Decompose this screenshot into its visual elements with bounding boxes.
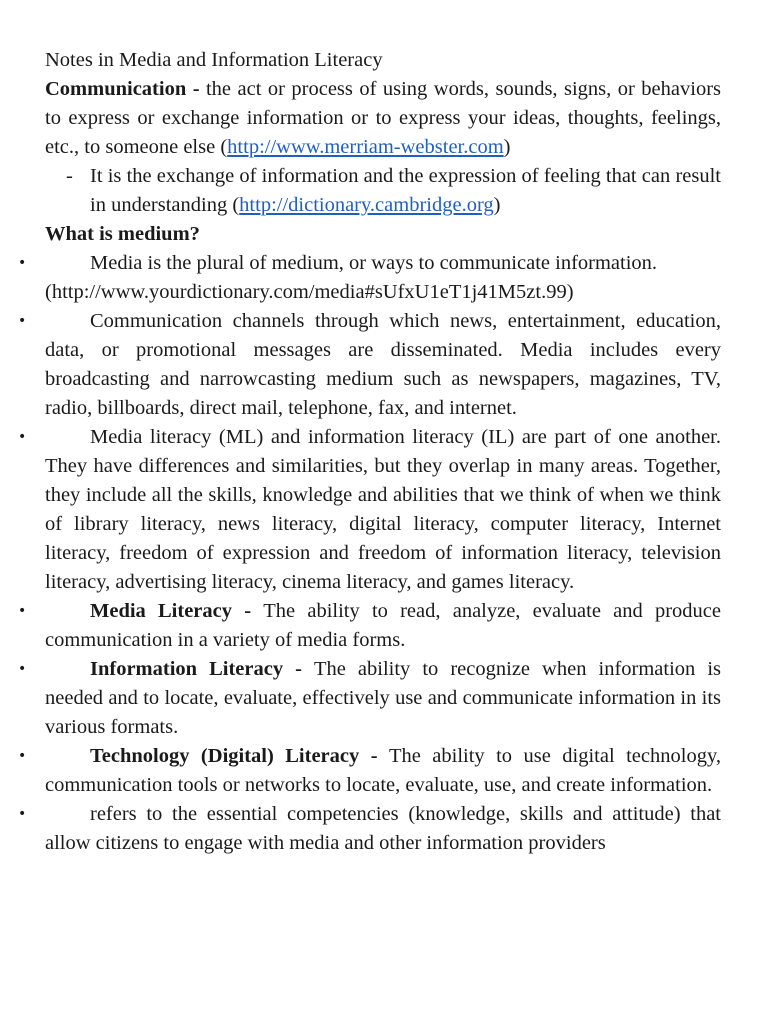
bullet-text: Media is the plural of medium, or ways to communicate information. [90, 252, 658, 274]
communication-definition [45, 75, 721, 162]
bullet-item-technology-literacy [18, 742, 721, 800]
document-page [18, 46, 722, 858]
dash-marker: - [66, 165, 73, 187]
bullet-icon: • [18, 661, 27, 677]
merriam-webster-link[interactable]: http://www.merriam-webster.com [227, 136, 504, 158]
communication-text: the act or process of using words, sounds, signs, or behaviors to express or exchange information or to express your ideas, thoughts, feelings, etc., to someone else ( [45, 78, 721, 158]
bullet-item-information-literacy [18, 655, 722, 742]
bullet-item-media-literacy [18, 597, 721, 655]
dash-item-close: ) [493, 194, 501, 216]
bullet-term: Information Literacy - [90, 658, 315, 680]
bullet-item-media-plural [18, 249, 721, 307]
communication-close: ) [503, 136, 511, 158]
document-title: Notes in Media and Information Literacy [45, 49, 383, 71]
cambridge-dictionary-link[interactable]: http://dictionary.cambridge.org [239, 194, 494, 216]
bullet-item-ml-il-overlap [18, 423, 721, 597]
bullet-icon: • [18, 255, 27, 271]
bullet-text: Communication channels through which news, entertainment, education, data, or promotional messages are disseminated. Media includes every broadcasting and narrowcasting medium such as newspapers, magazines, TV, radio, billboards, direct mail, telephone, fax, and internet. [45, 310, 721, 419]
bullet-text: The ability to read, analyze, evaluate and produce communication in a variety of media forms. [45, 600, 721, 651]
dash-item-text: It is the exchange of information and the expression of feeling that can result in understanding ( [90, 165, 721, 216]
bullet-text: Media literacy (ML) and information literacy (IL) are part of one another. They have differences and similarities, but they overlap in many areas. Together, they include all the skills, knowledge and abilities that we think of when we think of library literacy, news literacy, digital literacy, computer literacy, Internet literacy, freedom of expression and freedom of information literacy, television literacy, advertising literacy, cinema literacy, and games literacy. [45, 426, 721, 593]
bullet-icon: • [18, 748, 27, 764]
bullet-source: (http://www.yourdictionary.com/media#sUfxU1eT1j41M5zt.99) [45, 281, 574, 303]
bullet-icon: • [18, 603, 27, 619]
bullet-term: Technology (Digital) Literacy - [90, 745, 389, 767]
bullet-term: Media Literacy - [90, 600, 264, 622]
bullet-text: The ability to recognize when information is needed and to locate, evaluate, effectively use and communicate information in its various formats. [45, 658, 722, 738]
medium-heading: What is medium? [45, 223, 200, 245]
bullet-icon: • [18, 313, 27, 329]
communication-term: Communication - [45, 78, 206, 100]
bullet-icon: • [18, 806, 27, 822]
bullet-text: The ability to use digital technology, communication tools or networks to locate, evaluate, use, and create information. [45, 745, 721, 796]
bullet-item-communication-channels [18, 307, 721, 423]
bullet-text: refers to the essential competencies (knowledge, skills and attitude) that allow citizens to engage with media and other information providers [45, 803, 721, 854]
bullet-icon: • [18, 429, 27, 445]
dash-list-item [45, 162, 721, 220]
bullet-item-essential-competencies [18, 800, 721, 858]
